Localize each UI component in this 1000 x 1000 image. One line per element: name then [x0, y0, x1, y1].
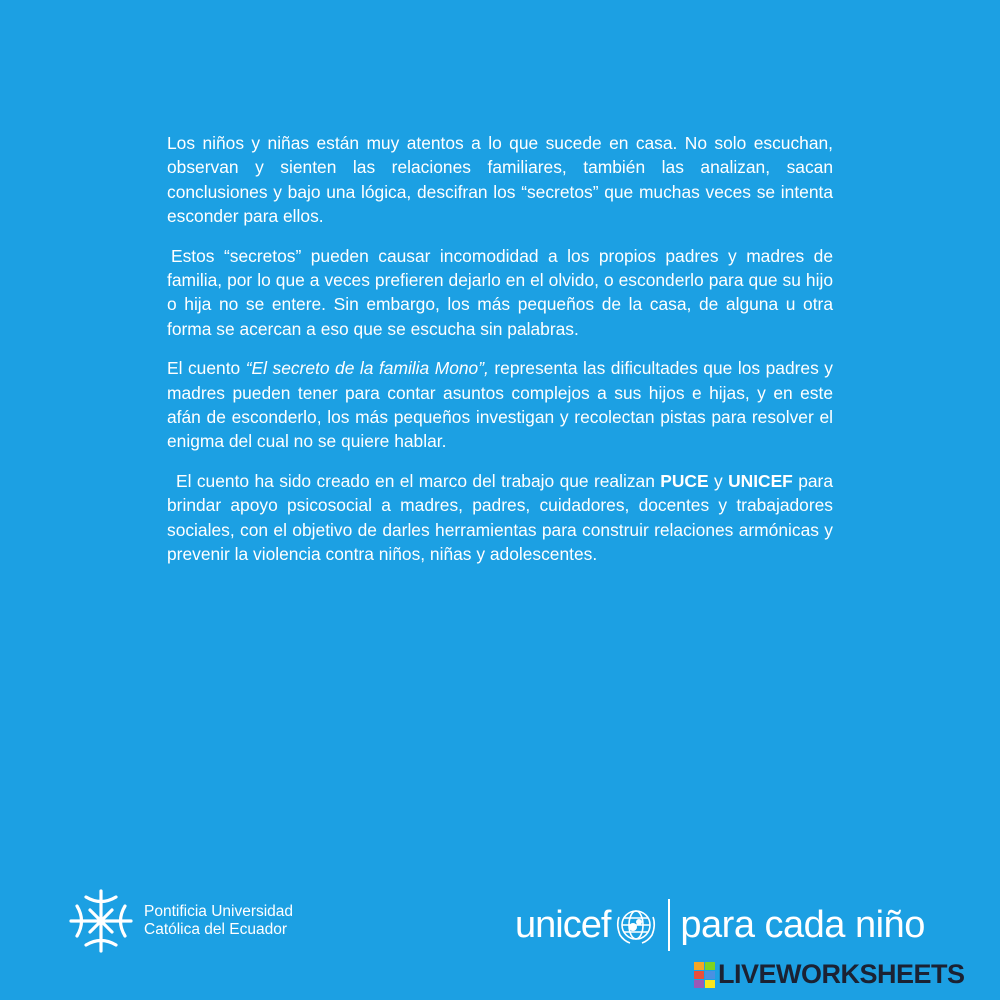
puce-emblem-icon — [66, 886, 136, 956]
unicef-wordmark: unicef — [515, 904, 611, 946]
paragraph-4-start: El cuento ha sido creado en el marco del trabajo que realizan — [176, 470, 661, 491]
liveworksheets-logo-icon — [694, 962, 716, 988]
paragraph-3-end: representa las dificultades que los padres y madres pueden tener para contar asuntos complejos a sus hijos e hijas, y en este afán de esconderlo, los más pequeños investigan y recolectan pistas para resolver el enigma del cual no se quiere hablar. — [167, 358, 833, 452]
puce-name-line1: Pontificia Universidad — [144, 903, 294, 920]
unicef-emblem-icon — [614, 903, 658, 947]
paragraph-1: Los niños y niñas están muy atentos a lo que sucede en casa. No solo escuchan, observan y sienten las relaciones familiares, también las analizan, sacan conclusiones y bajo una lógica, descifran los “secretos” que muchas veces se intenta esconder para ellos. — [167, 133, 833, 227]
liveworksheets-text[interactable]: LIVEWORKSHEETS — [718, 959, 965, 989]
liveworksheets-watermark — [694, 961, 965, 988]
paragraph-4-mid: y — [708, 470, 729, 491]
unicef-tagline: para cada niño — [680, 904, 925, 946]
paragraph-4 — [167, 469, 833, 567]
unicef-divider — [668, 899, 670, 951]
paragraph-3-start: El cuento — [167, 358, 246, 379]
puce-name-line2: Católica del Ecuador — [144, 921, 288, 938]
body-text — [167, 131, 833, 582]
puce-logo — [66, 886, 293, 956]
paragraph-3 — [167, 356, 833, 454]
puce-bold: PUCE — [660, 470, 709, 491]
paragraph-2: Estos “secretos” pueden causar incomodidad a los propios padres y madres de familia, por lo que a veces prefieren dejarlo en el olvido, o esconderlo para que su hijo o hija no se entere. Sin embargo, los más pequeños de la casa, de alguna u otra forma se acercan a eso que se escucha sin palabras. — [167, 245, 833, 339]
puce-name — [144, 903, 293, 939]
unicef-bold: UNICEF — [728, 470, 793, 491]
story-title: “El secreto de la familia Mono”, — [245, 358, 489, 379]
unicef-logo — [515, 897, 925, 953]
paragraph-4-end: para brindar apoyo psicosocial a madres, padres, cuidadores, docentes y trabajadores sociales, con el objetivo de darles herramientas para construir relaciones armónicas y prevenir la violencia contra niños, niñas y adolescentes. — [167, 470, 834, 565]
